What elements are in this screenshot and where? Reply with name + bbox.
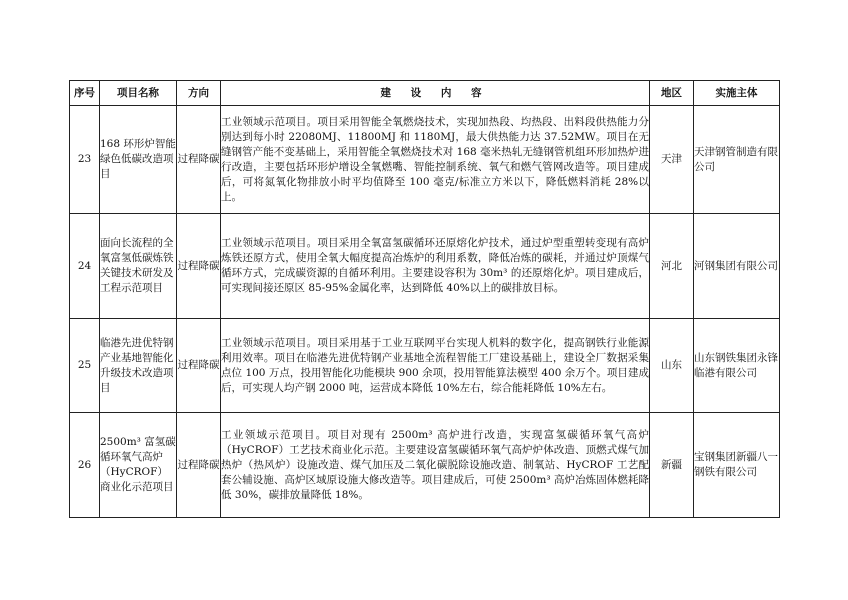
- row-no: 23: [70, 106, 100, 214]
- row-region: 山东: [650, 319, 694, 413]
- row-no: 24: [70, 214, 100, 319]
- table-row: [70, 214, 780, 319]
- row-content: 工业领域示范项目。项目采用基于工业互联网平台实现人机料的数字化，提高钢铁行业能源利用效率。项目在临港先进优特钢产业基地全流程智能工厂建设基础上，建设全厂数据采集点位 100 万点，投用智能化功能模块 900 余项，投用智能算法模型 400 余万个。项目建成后，可实现人均产钢 2000 吨，运营成本降低 10%左右，综合能耗降低 10%左右。: [221, 319, 650, 413]
- row-name: 临港先进优特钢产业基地智能化升级技术改造项目: [100, 319, 177, 413]
- table-row: [70, 319, 780, 413]
- row-no: 26: [70, 413, 100, 518]
- row-direction: 过程降碳: [177, 214, 221, 319]
- row-org: 河钢集团有限公司: [694, 214, 780, 319]
- row-content: 工业领域示范项目。项目采用全氧富氢碳循环还原熔化炉技术，通过炉型重塑转变现有高炉炼铁还原方式，使用全氧大幅度提高冶炼炉的利用系数，降低冶炼的碳耗，并通过炉顶煤气循环方式，完成碳资源的自循环利用。主要建设容积为 30m³ 的还原熔化炉。项目建成后，可实现间接还原区 85-95%金属化率，达到降低 40%以上的碳排放目标。: [221, 214, 650, 319]
- row-direction: 过程降碳: [177, 413, 221, 518]
- header-org: 实施主体: [694, 81, 780, 106]
- row-name: 面向长流程的全氧富氢低碳炼铁关键技术研发及工程示范项目: [100, 214, 177, 319]
- row-org: 天津钢管制造有限公司: [694, 106, 780, 214]
- header-row: [70, 81, 780, 106]
- row-name: 168 环形炉智能绿色低碳改造项目: [100, 106, 177, 214]
- row-direction: 过程降碳: [177, 106, 221, 214]
- row-region: 新疆: [650, 413, 694, 518]
- table-row: [70, 106, 780, 214]
- header-region: 地区: [650, 81, 694, 106]
- table-row: [70, 413, 780, 518]
- row-org: 宝钢集团新疆八一钢铁有限公司: [694, 413, 780, 518]
- header-content: 建 设 内 容: [221, 81, 650, 106]
- row-region: 河北: [650, 214, 694, 319]
- header-direction: 方向: [177, 81, 221, 106]
- project-table: [69, 80, 780, 518]
- row-direction: 过程降碳: [177, 319, 221, 413]
- header-no: 序号: [70, 81, 100, 106]
- row-no: 25: [70, 319, 100, 413]
- row-org: 山东钢铁集团永锋临港有限公司: [694, 319, 780, 413]
- row-content: 工业领域示范项目。项目采用智能全氧燃烧技术，实现加热段、均热段、出料段供热能力分别达到每小时 22080MJ、11800MJ 和 1180MJ，最大供热能力达 37.52MW。项目在无缝钢管产能不变基础上，采用智能全氧燃烧技术对 168 毫米热轧无缝钢管机组环形加热炉进行改造，主要包括环形炉增设全氧燃嘴、智能控制系统、氧气和燃气管网改造等。项目建成后，可将氮氧化物排放小时平均值降至 100 毫克/标准立方米以下，降低燃料消耗 28%以上。: [221, 106, 650, 214]
- header-name: 项目名称: [100, 81, 177, 106]
- row-content: 工业领域示范项目。项目对现有 2500m³ 高炉进行改造，实现富氢碳循环氧气高炉（HyCROF）工艺技术商业化示范。主要建设富氢碳循环氧气高炉炉体改造、顶燃式煤气加热炉（热风炉）设施改造、煤气加压及二氧化碳脱除设施改造、制氧站、HyCROF 工艺配套公辅设施、高炉区域原设施大修改造等。项目建成后，可使 2500m³ 高炉冶炼固体燃耗降低 30%，碳排放量降低 18%。: [221, 413, 650, 518]
- row-region: 天津: [650, 106, 694, 214]
- row-name: 2500m³ 富氢碳循环氧气高炉（HyCROF）商业化示范项目: [100, 413, 177, 518]
